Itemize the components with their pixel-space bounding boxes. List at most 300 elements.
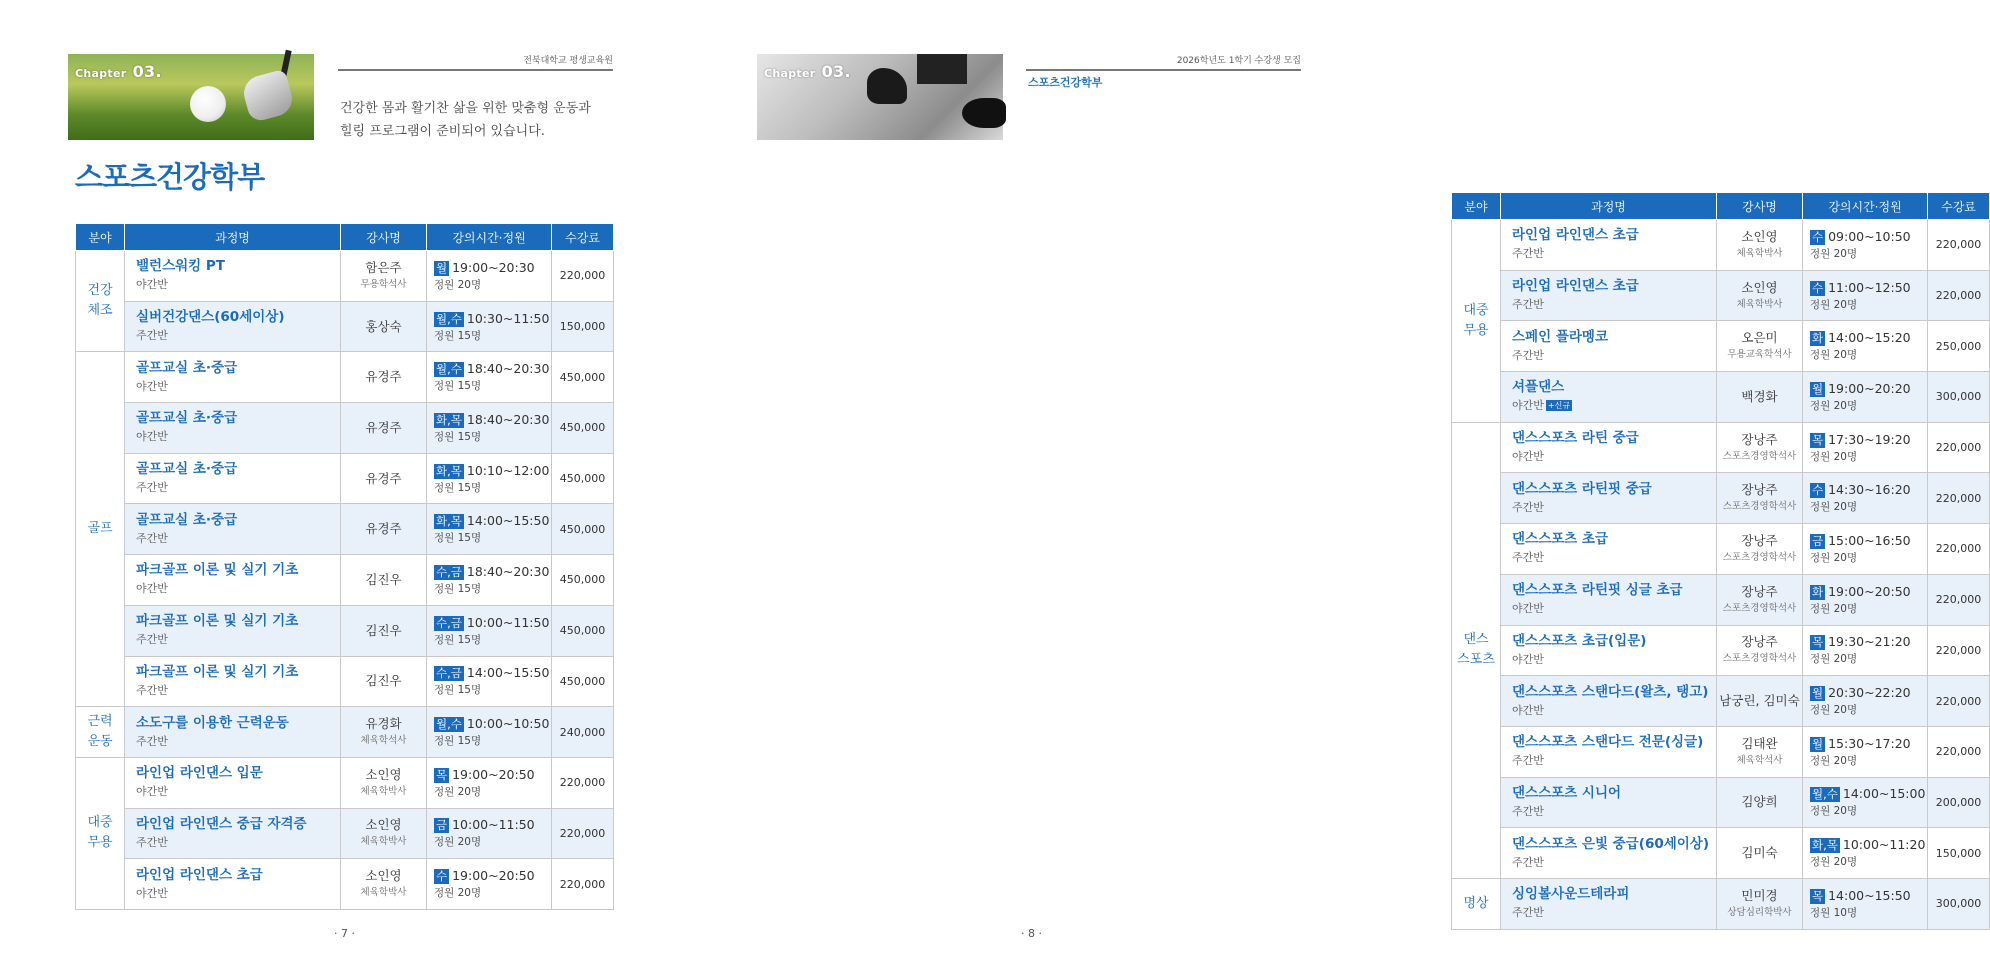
day-badge: 목 bbox=[436, 767, 448, 782]
schedule-line bbox=[1810, 835, 1927, 854]
course-class bbox=[1512, 651, 1716, 669]
class-type: 주간반 bbox=[136, 531, 168, 545]
capacity: 정원 20명 bbox=[1810, 298, 1858, 311]
time-range: 10:30~11:50 bbox=[466, 310, 550, 326]
course-name: 골프교실 초·중급 bbox=[136, 410, 238, 427]
time-cell bbox=[1803, 524, 1928, 575]
capacity: 정원 20명 bbox=[434, 887, 482, 900]
class-type: 주간반 bbox=[136, 329, 168, 343]
instructor-name: 소인영 bbox=[365, 868, 402, 884]
class-type: 야간반 bbox=[1512, 399, 1544, 413]
instructor-name: 민미경 bbox=[1741, 887, 1778, 903]
instructor-cell bbox=[1717, 625, 1803, 676]
instructor-cell bbox=[1717, 828, 1803, 879]
table-row bbox=[1452, 726, 1990, 777]
day-badge: 월,수 bbox=[436, 362, 462, 377]
course-cell bbox=[125, 757, 341, 808]
course-name: 스페인 플라멩코 bbox=[1512, 328, 1608, 345]
class-type: 주간반 bbox=[136, 633, 168, 647]
instructor-name: 소인영 bbox=[1741, 279, 1778, 295]
header-divider bbox=[1026, 69, 1301, 71]
capacity: 정원 15명 bbox=[434, 481, 482, 494]
time-range: 19:00~20:50 bbox=[452, 766, 535, 782]
class-type: 주간반 bbox=[1512, 804, 1544, 818]
course-name: 댄스스포츠 라틴핏 싱글 초급 bbox=[1512, 582, 1683, 599]
time-range: 20:30~22:20 bbox=[1828, 685, 1911, 701]
instructor-name: 장낭주 bbox=[1741, 583, 1778, 599]
day-badge: 금 bbox=[1812, 533, 1824, 548]
course-class bbox=[1512, 245, 1716, 263]
field-label-line: 대중 bbox=[87, 815, 113, 831]
course-class bbox=[1512, 296, 1716, 314]
course-class bbox=[136, 580, 340, 598]
schedule-line bbox=[434, 613, 551, 632]
day-badge: 수,금 bbox=[436, 615, 462, 630]
table-row bbox=[76, 859, 614, 910]
table-row bbox=[1452, 625, 1990, 676]
header-time: 강의시간·정원 bbox=[1803, 193, 1928, 220]
course-name: 라인업 라인댄스 초급 bbox=[136, 866, 263, 883]
course-name: 라인업 라인댄스 초급 bbox=[1512, 227, 1639, 244]
instructor-title: 체육학석사 bbox=[1736, 754, 1783, 766]
header-fee: 수강료 bbox=[552, 224, 614, 251]
fee-cell: 220,000 bbox=[1928, 524, 1990, 575]
class-type: 야간반 bbox=[136, 785, 168, 799]
instructor-title: 체육학박사 bbox=[360, 785, 407, 797]
course-name: 라인업 라인댄스 초급 bbox=[1512, 278, 1639, 295]
course-cell bbox=[125, 808, 341, 859]
instructor-name: 김미숙 bbox=[1741, 845, 1778, 861]
instructor-cell bbox=[1717, 726, 1803, 777]
instructor-cell bbox=[1717, 524, 1803, 575]
table-row bbox=[76, 555, 614, 606]
course-class bbox=[136, 885, 340, 903]
golf-ball bbox=[190, 86, 226, 122]
instructor-cell bbox=[341, 403, 427, 454]
course-class bbox=[136, 783, 340, 801]
schedule-line bbox=[1810, 278, 1927, 297]
fee-cell: 220,000 bbox=[1928, 270, 1990, 321]
time-cell bbox=[1803, 321, 1928, 372]
course-class bbox=[136, 834, 340, 852]
class-type: 주간반 bbox=[1512, 906, 1544, 920]
course-name: 파크골프 이론 및 실기 기초 bbox=[136, 562, 299, 579]
schedule-line bbox=[434, 663, 551, 682]
course-cell bbox=[1501, 270, 1717, 321]
instructor-name: 장낭주 bbox=[1741, 482, 1778, 498]
time-range: 18:40~20:30 bbox=[466, 411, 550, 427]
capacity: 정원 20명 bbox=[1810, 856, 1858, 869]
capacity: 정원 20명 bbox=[434, 278, 482, 291]
instructor-title: 체육학박사 bbox=[360, 836, 407, 848]
instructor-name: 유경화 bbox=[365, 716, 402, 732]
class-type: 야간반 bbox=[1512, 652, 1544, 666]
time-cell bbox=[427, 757, 552, 808]
capacity: 정원 20명 bbox=[1810, 399, 1858, 412]
table-row bbox=[76, 808, 614, 859]
instructor-cell bbox=[1717, 574, 1803, 625]
day-badge: 수 bbox=[1812, 229, 1824, 244]
fee-cell: 150,000 bbox=[1928, 828, 1990, 879]
fee-cell: 220,000 bbox=[1928, 220, 1990, 271]
course-class bbox=[136, 733, 340, 751]
course-name: 댄스스포츠 은빛 중급(60세이상) bbox=[1512, 835, 1710, 852]
time-range: 19:00~20:30 bbox=[452, 259, 535, 275]
schedule-line bbox=[1810, 430, 1927, 449]
course-cell bbox=[125, 403, 341, 454]
time-cell bbox=[1803, 777, 1928, 828]
intro-line-2: 힐링 프로그램이 준비되어 있습니다. bbox=[340, 124, 545, 139]
instructor-cell bbox=[1717, 270, 1803, 321]
capacity: 정원 20명 bbox=[1810, 754, 1858, 767]
table-row bbox=[1452, 473, 1990, 524]
instructor-cell bbox=[341, 656, 427, 707]
instructor-name: 장낭주 bbox=[1741, 532, 1778, 548]
page-number: · 7 · bbox=[334, 927, 355, 940]
course-cell bbox=[1501, 524, 1717, 575]
fee-cell: 220,000 bbox=[1928, 574, 1990, 625]
instructor-cell bbox=[341, 605, 427, 656]
course-name: 골프교실 초·중급 bbox=[136, 461, 238, 478]
time-cell bbox=[427, 251, 552, 302]
course-class bbox=[136, 378, 340, 396]
new-badge: +신규 bbox=[1547, 401, 1571, 411]
time-cell bbox=[427, 352, 552, 403]
time-cell bbox=[427, 301, 552, 352]
instructor-name: 소인영 bbox=[365, 817, 402, 833]
schedule-line bbox=[434, 410, 551, 429]
course-name: 댄스스포츠 초급(입문) bbox=[1512, 632, 1647, 649]
course-class bbox=[1512, 702, 1716, 720]
class-type: 주간반 bbox=[1512, 500, 1544, 514]
class-type: 주간반 bbox=[1512, 551, 1544, 565]
course-name: 골프교실 초·중급 bbox=[136, 359, 238, 376]
chapter-label: Chapter 03. bbox=[764, 62, 851, 81]
capacity: 정원 15명 bbox=[434, 684, 482, 697]
course-class bbox=[1512, 904, 1716, 922]
time-cell bbox=[427, 504, 552, 555]
instructor-cell bbox=[341, 808, 427, 859]
course-class bbox=[136, 428, 340, 446]
instructor-title: 무용학석사 bbox=[360, 278, 407, 290]
capacity: 정원 20명 bbox=[1810, 602, 1858, 615]
time-cell bbox=[427, 656, 552, 707]
course-class bbox=[1512, 499, 1716, 517]
course-cell bbox=[1501, 422, 1717, 473]
class-type: 야간반 bbox=[1512, 703, 1544, 717]
header-field: 분야 bbox=[1452, 193, 1501, 220]
table-row bbox=[1452, 372, 1990, 423]
course-name: 파크골프 이론 및 실기 기초 bbox=[136, 613, 299, 630]
instructor-name: 김진우 bbox=[365, 673, 402, 689]
course-class bbox=[136, 479, 340, 497]
field-cell bbox=[76, 251, 125, 352]
day-badge: 수 bbox=[1812, 483, 1824, 498]
day-badge: 수 bbox=[436, 869, 448, 884]
instructor-name: 김양희 bbox=[1741, 794, 1778, 810]
instructor-title: 체육학박사 bbox=[360, 887, 407, 899]
day-badge: 목 bbox=[1812, 888, 1824, 903]
capacity: 정원 20명 bbox=[1810, 805, 1858, 818]
course-cell bbox=[1501, 625, 1717, 676]
course-table-8 bbox=[1451, 192, 1990, 930]
course-name: 실버건강댄스(60세이상) bbox=[136, 309, 285, 326]
instructor-name: 유경주 bbox=[365, 419, 402, 435]
header-institution: 전북대학교 평생교육원 bbox=[523, 56, 613, 66]
fee-cell: 220,000 bbox=[1928, 625, 1990, 676]
course-class bbox=[1512, 549, 1716, 567]
course-name: 소도구를 이용한 근력운동 bbox=[136, 714, 289, 731]
schedule-line bbox=[1810, 632, 1927, 651]
course-name: 댄스스포츠 라틴 중급 bbox=[1512, 430, 1639, 447]
time-range: 10:00~11:50 bbox=[466, 614, 550, 630]
fee-cell: 220,000 bbox=[1928, 676, 1990, 727]
time-range: 10:00~11:20 bbox=[1842, 837, 1926, 853]
class-type: 주간반 bbox=[136, 683, 168, 697]
course-name: 셔플댄스 bbox=[1512, 379, 1565, 396]
class-type: 주간반 bbox=[136, 481, 168, 495]
time-cell bbox=[1803, 878, 1928, 929]
time-range: 18:40~20:30 bbox=[466, 563, 550, 579]
course-cell bbox=[1501, 777, 1717, 828]
header-field: 분야 bbox=[76, 224, 125, 251]
time-range: 14:00~15:00 bbox=[1842, 786, 1926, 802]
class-type: 주간반 bbox=[1512, 247, 1544, 261]
field-label-line: 무용 bbox=[1463, 322, 1489, 338]
instructor-name: 유경주 bbox=[365, 470, 402, 486]
instructor-title: 무용교육학석사 bbox=[1727, 349, 1792, 361]
day-badge: 금 bbox=[436, 818, 448, 833]
field-cell bbox=[76, 707, 125, 758]
instructor-name: 함은주 bbox=[365, 259, 402, 275]
class-type: 야간반 bbox=[136, 278, 168, 292]
fee-cell: 250,000 bbox=[1928, 321, 1990, 372]
time-cell bbox=[1803, 220, 1928, 271]
class-type: 야간반 bbox=[136, 582, 168, 596]
dance-shoe-2 bbox=[962, 98, 1006, 128]
instructor-cell bbox=[1717, 372, 1803, 423]
instructor-name: 유경주 bbox=[365, 521, 402, 537]
table-row bbox=[1452, 574, 1990, 625]
course-cell bbox=[125, 504, 341, 555]
fee-cell: 450,000 bbox=[552, 453, 614, 504]
fee-cell: 450,000 bbox=[552, 555, 614, 606]
fee-cell: 450,000 bbox=[552, 605, 614, 656]
course-class bbox=[136, 682, 340, 700]
field-label-line: 체조 bbox=[87, 303, 113, 319]
table-row bbox=[1452, 524, 1990, 575]
fee-cell: 450,000 bbox=[552, 403, 614, 454]
course-name: 골프교실 초·중급 bbox=[136, 511, 238, 528]
schedule-line bbox=[1810, 734, 1927, 753]
instructor-title: 스포츠경영학석사 bbox=[1722, 653, 1797, 665]
capacity: 정원 15명 bbox=[434, 532, 482, 545]
instructor-name: 김진우 bbox=[365, 622, 402, 638]
day-badge: 수,금 bbox=[436, 564, 462, 579]
capacity: 정원 20명 bbox=[434, 785, 482, 798]
course-cell bbox=[1501, 828, 1717, 879]
instructor-name: 유경주 bbox=[365, 369, 402, 385]
time-cell bbox=[427, 859, 552, 910]
header-course: 과정명 bbox=[125, 224, 341, 251]
schedule-line bbox=[1810, 227, 1927, 246]
instructor-cell bbox=[1717, 878, 1803, 929]
field-label-line: 댄스 bbox=[1463, 632, 1489, 648]
time-range: 19:00~20:50 bbox=[1828, 583, 1911, 599]
capacity: 정원 20명 bbox=[1810, 450, 1858, 463]
day-badge: 화 bbox=[1812, 331, 1824, 346]
instructor-cell bbox=[341, 352, 427, 403]
capacity: 정원 20명 bbox=[1810, 501, 1858, 514]
instructor-title: 스포츠경영학석사 bbox=[1722, 551, 1797, 563]
day-badge: 수,금 bbox=[436, 666, 462, 681]
day-badge: 화,목 bbox=[436, 412, 462, 427]
day-badge: 월,수 bbox=[1812, 787, 1838, 802]
instructor-title: 스포츠경영학석사 bbox=[1722, 450, 1797, 462]
instructor-cell bbox=[341, 757, 427, 808]
instructor-cell bbox=[341, 859, 427, 910]
schedule-line bbox=[434, 562, 551, 581]
instructor-title: 체육학박사 bbox=[1736, 247, 1783, 259]
page-8 bbox=[688, 0, 1982, 971]
course-class bbox=[1512, 752, 1716, 770]
fee-cell: 450,000 bbox=[552, 352, 614, 403]
course-cell bbox=[125, 707, 341, 758]
field-label-line: 운동 bbox=[87, 734, 113, 750]
schedule-line bbox=[434, 461, 551, 480]
capacity: 정원 20명 bbox=[1810, 551, 1858, 564]
course-cell bbox=[1501, 473, 1717, 524]
day-badge: 목 bbox=[1812, 635, 1824, 650]
header-time: 강의시간·정원 bbox=[427, 224, 552, 251]
time-cell bbox=[1803, 372, 1928, 423]
course-class bbox=[1512, 854, 1716, 872]
course-name: 라인업 라인댄스 입문 bbox=[136, 765, 263, 782]
time-range: 19:00~20:20 bbox=[1828, 380, 1911, 396]
day-badge: 월,수 bbox=[436, 717, 462, 732]
time-cell bbox=[427, 403, 552, 454]
schedule-line bbox=[1810, 582, 1927, 601]
table-row bbox=[76, 352, 614, 403]
time-range: 14:00~15:50 bbox=[466, 513, 550, 529]
fee-cell: 240,000 bbox=[552, 707, 614, 758]
course-cell bbox=[125, 859, 341, 910]
instructor-name: 김진우 bbox=[365, 571, 402, 587]
table-row bbox=[1452, 828, 1990, 879]
table-row bbox=[76, 301, 614, 352]
instructor-cell bbox=[341, 251, 427, 302]
class-type: 야간반 bbox=[1512, 602, 1544, 616]
time-range: 14:00~15:20 bbox=[1828, 330, 1911, 346]
instructor-title: 스포츠경영학석사 bbox=[1722, 602, 1797, 614]
class-type: 주간반 bbox=[136, 835, 168, 849]
class-type: 주간반 bbox=[1512, 298, 1544, 312]
instructor-title: 스포츠경영학석사 bbox=[1722, 501, 1797, 513]
course-class bbox=[136, 631, 340, 649]
time-range: 15:00~16:50 bbox=[1828, 532, 1911, 548]
header-instructor: 강사명 bbox=[341, 224, 427, 251]
table-row bbox=[1452, 270, 1990, 321]
time-cell bbox=[427, 453, 552, 504]
time-cell bbox=[1803, 676, 1928, 727]
time-range: 19:00~20:50 bbox=[452, 868, 535, 884]
day-badge: 월 bbox=[436, 260, 448, 275]
field-cell bbox=[1452, 220, 1501, 423]
field-label-line: 명상 bbox=[1463, 895, 1489, 911]
course-cell bbox=[125, 352, 341, 403]
table-body bbox=[1452, 220, 1990, 930]
capacity: 정원 15명 bbox=[434, 582, 482, 595]
instructor-name: 남궁린, 김미숙 bbox=[1719, 693, 1800, 709]
time-range: 17:30~19:20 bbox=[1828, 431, 1911, 447]
schedule-line bbox=[1810, 379, 1927, 398]
field-cell bbox=[1452, 422, 1501, 878]
time-cell bbox=[1803, 270, 1928, 321]
schedule-line bbox=[434, 309, 551, 328]
course-name: 싱잉볼사운드테라피 bbox=[1512, 886, 1630, 903]
class-type: 야간반 bbox=[136, 379, 168, 393]
fee-cell: 220,000 bbox=[552, 757, 614, 808]
course-name: 댄스스포츠 스탠다드(왈츠, 탱고) bbox=[1512, 683, 1709, 700]
table-row bbox=[76, 504, 614, 555]
fee-cell: 220,000 bbox=[1928, 473, 1990, 524]
day-badge: 화 bbox=[1812, 584, 1824, 599]
time-cell bbox=[1803, 828, 1928, 879]
instructor-cell bbox=[1717, 777, 1803, 828]
time-range: 11:00~12:50 bbox=[1828, 279, 1911, 295]
field-label-line: 무용 bbox=[87, 835, 113, 851]
course-cell bbox=[1501, 676, 1717, 727]
field-cell bbox=[76, 352, 125, 707]
fee-cell: 220,000 bbox=[1928, 726, 1990, 777]
course-class bbox=[1512, 347, 1716, 365]
fee-cell: 450,000 bbox=[552, 656, 614, 707]
table-row bbox=[1452, 220, 1990, 271]
instructor-title: 체육학석사 bbox=[360, 735, 407, 747]
day-badge: 목 bbox=[1812, 432, 1824, 447]
instructor-name: 홍상숙 bbox=[365, 318, 402, 334]
day-badge: 화,목 bbox=[436, 514, 462, 529]
time-range: 15:30~17:20 bbox=[1828, 735, 1911, 751]
fee-cell: 220,000 bbox=[552, 808, 614, 859]
schedule-line bbox=[434, 866, 551, 885]
schedule-line bbox=[434, 765, 551, 784]
fee-cell: 300,000 bbox=[1928, 372, 1990, 423]
course-name: 파크골프 이론 및 실기 기초 bbox=[136, 663, 299, 680]
fee-cell: 220,000 bbox=[552, 859, 614, 910]
instructor-cell bbox=[1717, 473, 1803, 524]
time-range: 10:00~11:50 bbox=[452, 817, 535, 833]
instructor-cell bbox=[1717, 220, 1803, 271]
day-badge: 수 bbox=[1812, 280, 1824, 295]
instructor-cell bbox=[341, 555, 427, 606]
time-cell bbox=[427, 707, 552, 758]
table-row bbox=[1452, 422, 1990, 473]
capacity: 정원 20명 bbox=[1810, 247, 1858, 260]
header-instructor: 강사명 bbox=[1717, 193, 1803, 220]
instructor-name: 소인영 bbox=[1741, 228, 1778, 244]
day-badge: 월 bbox=[1812, 381, 1824, 396]
instructor-cell bbox=[1717, 321, 1803, 372]
capacity: 정원 20명 bbox=[1810, 704, 1858, 717]
instructor-cell bbox=[1717, 676, 1803, 727]
chapter-image-golf bbox=[68, 54, 314, 140]
time-cell bbox=[427, 808, 552, 859]
schedule-line bbox=[1810, 886, 1927, 905]
time-range: 18:40~20:30 bbox=[466, 361, 550, 377]
course-cell bbox=[125, 605, 341, 656]
course-cell bbox=[125, 453, 341, 504]
